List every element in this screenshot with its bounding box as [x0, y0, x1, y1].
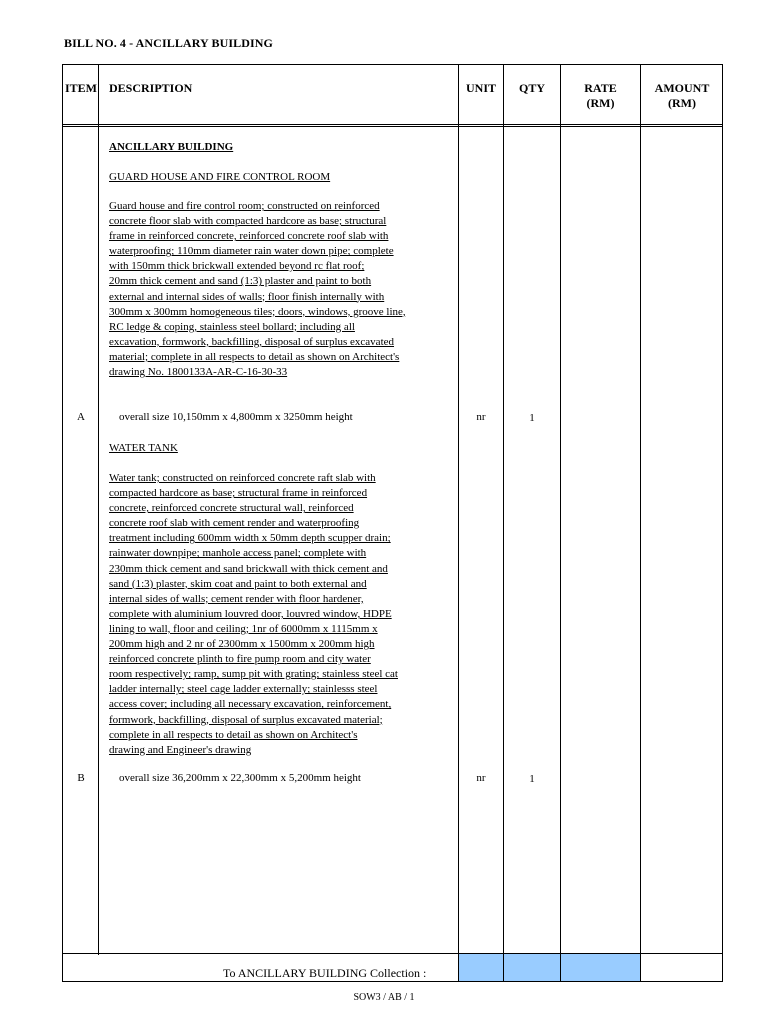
header-unit: UNIT [465, 81, 496, 95]
description-line: complete in all respects to detail as shown on Architect's [109, 728, 358, 741]
item-a-letter: A [77, 411, 85, 423]
header-divider [63, 124, 722, 125]
header-item: ITEM [64, 81, 97, 95]
header-rate [561, 81, 640, 111]
description-line: ladder internally; steel cage ladder externally; stainlesss steel [109, 683, 378, 696]
column-rule-item [98, 65, 99, 955]
description-line: rainwater downpipe; manhole access panel; complete with [109, 547, 367, 560]
column-rule-description [458, 65, 459, 982]
collection-unit-cell [459, 954, 503, 982]
header-amount-label: AMOUNT [654, 81, 710, 95]
header-rate-unit: (RM) [586, 96, 615, 110]
column-rule-qty [560, 65, 561, 982]
description-line: material; complete in all respects to detail as shown on Architect's [109, 350, 400, 363]
collection-label: To ANCILLARY BUILDING Collection : [223, 966, 427, 980]
description-line: concrete floor slab with compacted hardcore as base; structural [109, 215, 387, 228]
description-line: compacted hardcore as base; structural frame in reinforced [109, 487, 368, 500]
description-line: room respectively; ramp, sump pit with grating; stainless steel cat [109, 668, 398, 681]
water-tank-subheading: WATER TANK [109, 442, 178, 454]
description-line: Guard house and fire control room; constructed on reinforced [109, 200, 380, 212]
collection-rate-cell [561, 954, 640, 982]
description-line: with 150mm thick brickwall extended beyond rc flat roof; [109, 260, 365, 273]
header-divider-inner [63, 126, 722, 127]
item-a-size: overall size 10,150mm x 4,800mm x 3250mm height [119, 411, 353, 423]
bill-of-quantities-table [62, 64, 723, 982]
header-description: DESCRIPTION [109, 81, 193, 95]
item-b-unit: nr [476, 772, 486, 784]
description-line: 230mm thick cement and sand brickwall with thick cement and [109, 562, 388, 575]
description-line: 200mm high and 2 nr of 2300mm x 1500mm x 200mm high [109, 638, 375, 651]
item-b-qty: 1 [529, 773, 535, 785]
description-line: RC ledge & coping, stainless steel bollard; including all [109, 320, 355, 333]
description-line: frame in reinforced concrete, reinforced concrete roof slab with [109, 230, 389, 243]
description-line: excavation, formwork, backfilling, disposal of surplus excavated [109, 335, 395, 348]
column-rule-rate [640, 65, 641, 982]
description-line: Water tank; constructed on reinforced concrete raft slab with [109, 472, 376, 484]
item-a-unit: nr [476, 411, 486, 423]
description-line: sand (1:3) plaster, skim coat and paint to both external and [109, 577, 367, 590]
description-line: reinforced concrete plinth to fire pump room and city water [109, 653, 371, 666]
item-b-size: overall size 36,200mm x 22,300mm x 5,200mm height [119, 772, 361, 784]
description-line: drawing No. 1800133A-AR-C-16-30-33 [109, 366, 288, 379]
header-rate-label: RATE [584, 81, 617, 95]
guard-house-description [109, 199, 454, 380]
description-line: formwork, backfilling, disposal of surplus excavated material; [109, 713, 383, 726]
header-amount-unit: (RM) [668, 96, 696, 110]
description-line: drawing and Engineer's drawing [109, 743, 252, 756]
header-amount [641, 81, 723, 111]
collection-qty-cell [504, 954, 560, 982]
guard-house-subheading: GUARD HOUSE AND FIRE CONTROL ROOM [109, 171, 331, 183]
column-rule-unit [503, 65, 504, 982]
description-line: internal sides of walls; cement render with floor hardener, [109, 592, 364, 605]
description-line: access cover; including all necessary excavation, reinforcement, [109, 698, 392, 711]
page-footer: SOW3 / AB / 1 [353, 992, 415, 1003]
description-line: concrete roof slab with cement render and waterproofing [109, 517, 360, 530]
description-line: 300mm x 300mm homogeneous tiles; doors, windows, groove line, [109, 305, 406, 318]
description-line: lining to wall, floor and ceiling; 1nr of 6000mm x 1115mm x [109, 622, 378, 635]
description-line: waterproofing; 110mm diameter rain water down pipe; complete [109, 245, 394, 258]
water-tank-description [109, 471, 454, 758]
header-qty: QTY [518, 81, 545, 95]
description-line: concrete, reinforced concrete structural wall, reinforced [109, 502, 354, 515]
section-heading: ANCILLARY BUILDING [109, 141, 234, 153]
description-line: complete with aluminium louvred door, louvred window, HDPE [109, 607, 392, 620]
bill-title: BILL NO. 4 - ANCILLARY BUILDING [64, 36, 273, 50]
description-line: treatment including 600mm width x 50mm depth scupper drain; [109, 532, 391, 545]
description-line: external and internal sides of walls; floor finish internally with [109, 290, 385, 303]
item-b-letter: B [77, 772, 85, 784]
description-line: 20mm thick cement and sand (1:3) plaster and paint to both [109, 275, 372, 288]
item-a-qty: 1 [529, 412, 535, 424]
